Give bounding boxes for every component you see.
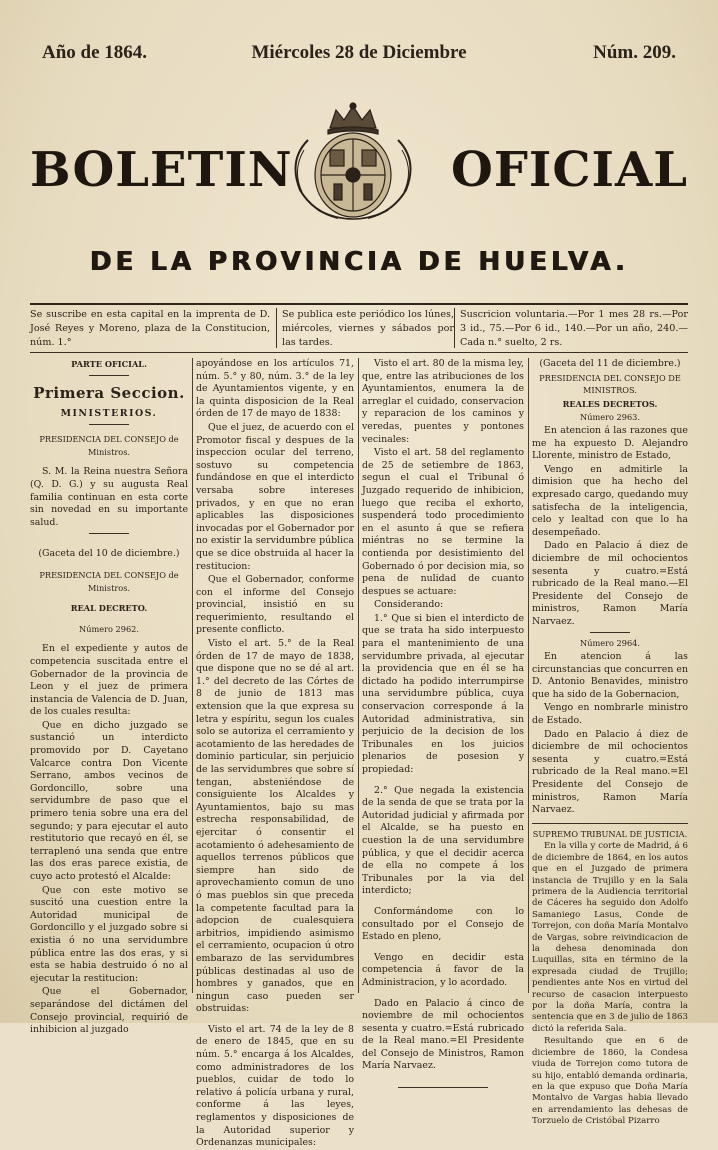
issue-number: Núm. 209. [593, 42, 676, 63]
paragraph: S. M. la Reina nuestra Señora (Q. D. G.) y su augusta Real familia continuan en esta corte sin novedad en su importante salud. [30, 466, 188, 528]
presidencia-heading: PRESIDENCIA DEL CONSEJO DE MINISTROS. [539, 372, 681, 396]
paragraph: Visto el art. 58 del reglamento de 25 de setiembre de 1863, segun el cual el Tribunal ó Juzgado requerido de inhibicion, luego que reciba el exhorto, suspenderá todo procedimiento en el asunto á que se refiera miéntras no se termine la contienda por desistimiento del Gobernado ó por decision mia, so pena de nulidad de cuanto despues se actuare: [362, 447, 524, 597]
masthead-subtitle: DE LA PROVINCIA DE HUELVA. [89, 247, 629, 277]
paragraph: 2.° Que negada la existencia de la senda de que se trata por la Autoridad judicial y afirmada por el Alcalde, se ha puesto en cuestion la de una servidumbre pública, y que el decidir acerca de ella no compete á los Tribunales por la via del interdicto; [362, 784, 524, 897]
divider-dash [89, 375, 129, 376]
paragraph: Conformándome con lo consultado por el Consejo de Estado en pleno, [362, 905, 524, 943]
paragraph: En la villa y corte de Madrid, á 6 de diciembre de 1864, en los autos que en el Juzgado de primera instancia de Trujillo y en la Sala primera de la Audiencia territorial de Cáceres ha seguido don Adolfo Samaniego Lasus, Conde de Torrejon, con doña María Montalvo de Vargas, sobre reivindicacion de la dehesa denominada don Luquillas, sita en término de la expresada ciudad de Trujillo; pendientes ante Nos en virtud del recurso de casacion interpuesto por la doña María, contra la sentencia que en 3 de julio de 1863 dictó la referida Sala. [532, 841, 688, 1034]
divider-bottom [30, 352, 688, 353]
paragraph: Visto el art. 80 de la misma ley, que, entre las atribuciones de los Ayuntamientos, enumera la de arreglar el cuidado, conservacion y reparacion de los caminos y veredas, puentes y pontones vecinales: [362, 358, 524, 445]
tribunal-heading: SUPREMO TRIBUNAL DE JUSTICIA. [532, 823, 688, 841]
section-heading: Primera Seccion. [33, 383, 185, 402]
paragraph: Que con este motivo se suscitó una cuestion entre la Autoridad municipal de Gordoncillo y el juzgado sobre si existia ó no una servidumbre pública entre las dos eras, y si esta se habia destruido ó no al ejecutar la restitucion: [30, 884, 188, 984]
paragraph: En atencion á las razones que me ha expuesto D. Alejandro Llorente, ministro de Estado, [532, 424, 688, 462]
column-2 [196, 358, 354, 1149]
decree-heading: REALES DECRETOS. [562, 398, 658, 409]
divider-dash [89, 424, 129, 425]
column-1 [30, 358, 188, 1036]
subscription-info [30, 308, 688, 348]
paragraph: Que en dicho juzgado se sustanció un interdicto promovido por D. Cayetano Valcarce contra Don Vicente Serrano, ambos vecinos de Gordoncillo, sobre una servidumbre de paso que el primero tenia sobre una era del segundo; y para ejecutar el auto restitutorio que recayó en él, se terraplenó una senda que entre las dos eras parece existia, de cuyo acto protestó el Alcalde: [30, 719, 188, 882]
issue-date: Miércoles 28 de Diciembre [251, 42, 467, 63]
paragraph: 1.° Que si bien el interdicto de que se trata ha sido interpuesto para el mantenimiento de una servidumbre privada, al ejecutar la providencia que en él se ha dictado ha podido interrumpirse una servidumbre pública, cuya conservacion corresponde á la Autoridad administrativa, sin perjuicio de la decision de los Tribunales en los juicios plenarios de posesion y propiedad: [362, 612, 524, 775]
gaceta-reference: (Gaceta del 11 de diciembre.) [539, 358, 681, 369]
divider-top [30, 303, 688, 305]
paragraph: Vengo en decidir esta competencia á favor de la Administracion, y lo acordado. [362, 951, 524, 988]
divider-dash [590, 632, 630, 633]
paragraph: Dado en Palacio á diez de diciembre de mil ochocientos sesenta y cuatro.=Está rubricado de la Real mano.—El Presidente del Consejo de ministros, Ramon María Narvaez. [532, 540, 688, 627]
paragraph: Visto el art. 5.° de la Real órden de 17 de mayo de 1838, que dispone que no se dé al art. 1.° del decreto de las Córtes de 8 de junio de 1813 mas extension que la que expresa su letra y espíritu, segun los cuales solo se autoriza el cerramiento y acotamiento de las heredades de dominio particular, sin perjuicio de las servidumbres que sobre sí tengan, absteniéndose de consiguiente los Alcaldes y Ayuntamientos, bajo su mas estrecha responsabilidad, de ejercitar ó consentir el acotamiento ó adehesamiento de aquellos terrenos públicos que siempre han sido de aprovechamiento comun de uno ó mas pueblos sin que preceda la competente facultad para la adopcion de cualesquiera arbitrios, impidiendo asimismo el cerramiento, ocupacion ú otro embarazo de las servidumbres públicas destinadas al uso de hombres y ganados, que en ningun caso pueden ser obstruidas: [196, 638, 354, 1015]
subscription-prices: Suscricion voluntaria.—Por 1 mes 28 rs.—Por 3 id., 75.—Por 6 id., 140.—Por un año, 240.—Cada n.° suelto, 2 rs. [454, 308, 688, 348]
column-3 [362, 358, 524, 1072]
subscription-schedule: Se publica este periódico los lúnes, miércoles, viernes y sábados por las tardes. [276, 308, 454, 348]
column-4 [532, 358, 688, 1127]
paragraph: Que el Gobernador, conforme con el informe del Consejo provincial, insistió en su requerimiento, resultando el presente conflicto. [196, 574, 354, 636]
paragraph: En el expediente y autos de competencia suscitada entre el Gobernador de la provincia de Leon y el juez de primera instancia de Valencia de D. Juan, de los cuales resulta: [30, 643, 188, 718]
masthead-title-left: BOLETIN [30, 142, 293, 198]
coat-of-arms-icon [278, 100, 428, 225]
ministerios-heading: MINISTERIOS. [60, 407, 158, 419]
paragraph: Que el Gobernador, separándose del dictámen del Consejo provincial, requirió de inhibicion al juzgado [30, 986, 188, 1036]
decree-number: Número 2964. [580, 638, 640, 649]
article-columns [30, 358, 688, 1149]
column-divider [192, 358, 193, 993]
paragraph: Dado en Palacio á diez de diciembre de mil ochocientos sesenta y cuatro.=Está rubricado de la Real mano.=El Presidente del Consejo de ministros, Ramon María Narvaez. [532, 728, 688, 816]
section-parte-oficial: PARTE OFICIAL. [71, 359, 147, 369]
paragraph: Resultando que en 6 de diciembre de 1860, la Condesa viuda de Torrejon como tutora de su hijo, entabló demanda ordinaria, en la que expuso que Doña María Montalvo de Vargas habia llevado en arrendamiento las dehesas de Torzuelo de Cristóbal Pizarro [532, 1036, 688, 1127]
divider-dash [398, 1087, 488, 1088]
column-divider [358, 358, 359, 993]
paragraph: Considerando: [374, 599, 444, 611]
presidencia-heading: PRESIDENCIA DEL CONSEJO de Ministros. [39, 434, 179, 457]
paragraph: Dado en Palacio á cinco de noviembre de mil ochocientos sesenta y cuatro.=Está rubricado de la Real mano.=El Presidente del Consejo de Ministros, Ramon María Narvaez. [362, 997, 524, 1072]
paragraph: Que el juez, de acuerdo con el Promotor fiscal y despues de la inspeccion ocular del terreno, sostuvo su competencia fundándose en que el interdicto versaba sobre intereses privados, y en que no eran aplicables las disposiciones invocadas por el Gobernador por no existir la servidumbre pública que se dice obstruida al hacer la restitucion: [196, 421, 354, 572]
decree-number: Número 2963. [580, 412, 640, 423]
decree-number: Número 2962. [79, 623, 139, 634]
presidencia-heading: PRESIDENCIA DEL CONSEJO de Ministros. [39, 569, 179, 593]
masthead-title-right: OFICIAL [451, 142, 688, 198]
paragraph: apoyándose en los artículos 71, núm. 5.° y 80, núm. 3.° de la ley de Ayuntamientos vigente, y en la quinta disposicion de la Real órden de 17 de mayo de 1838: [196, 358, 354, 420]
subscription-where: Se suscribe en esta capital en la imprenta de D. José Reyes y Moreno, plaza de la Constitucion, núm. 1.° [30, 309, 270, 348]
paragraph: En atencion á las circunstancias que concurren en D. Antonio Benavides, ministro que ha sido de la Gobernacion, [532, 651, 688, 700]
divider-dash [89, 533, 129, 534]
decree-heading: REAL DECRETO. [70, 603, 148, 614]
paragraph: Visto el art. 74 de la ley de 8 de enero de 1845, que en su núm. 5.° encarga á los Alcaldes, como administradores de los pueblos, cuidar de todo lo relativo á policía urbana y rural, conforme á las leyes, reglamentos y disposiciones de la Autoridad superior y Ordenanzas municipales: [196, 1023, 354, 1149]
masthead [30, 100, 688, 225]
column-divider [528, 358, 529, 993]
gaceta-reference: (Gaceta del 10 de diciembre.) [38, 548, 180, 560]
paragraph: Vengo en nombrarle ministro de Estado. [532, 702, 688, 727]
issue-year: Año de 1864. [42, 42, 148, 63]
paragraph: Vengo en admitirle la dimision que ha hecho del expresado cargo, quedando muy satisfecha de la inteligencia, celo y lealtad con que lo ha desempeñado. [532, 463, 688, 538]
header-line [42, 42, 676, 66]
